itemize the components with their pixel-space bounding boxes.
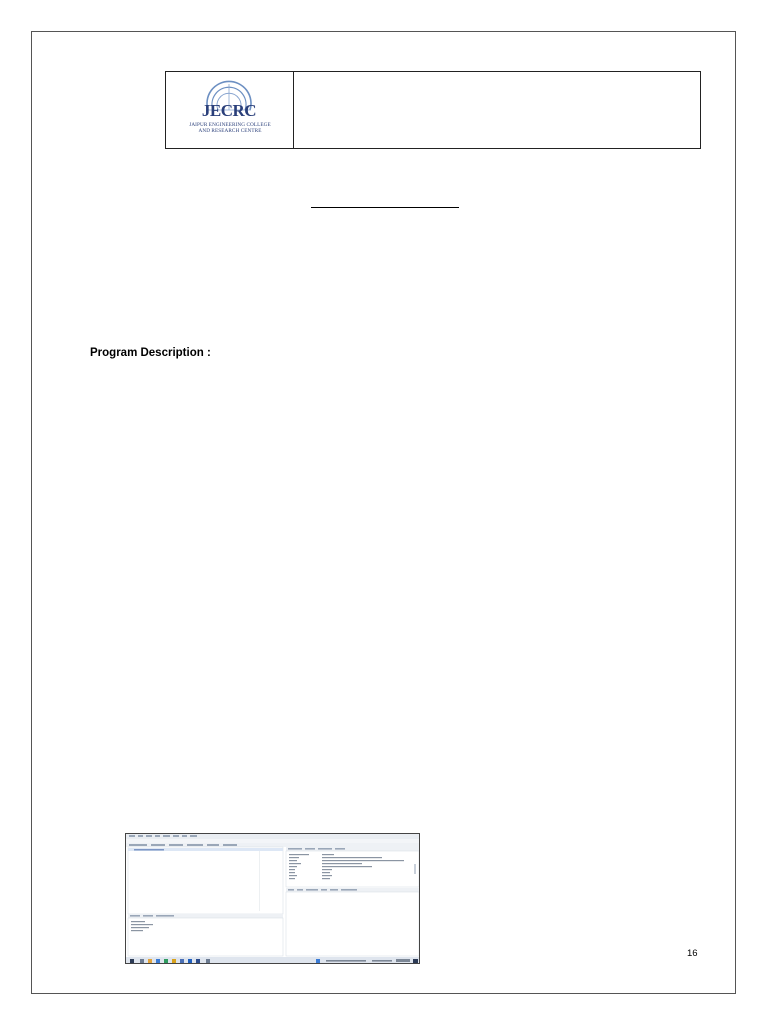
ide-screenshot-image: [125, 833, 420, 964]
program-description-heading: Program Description :: [90, 347, 211, 359]
jecrc-logo: [194, 80, 264, 124]
title-underline: [311, 207, 459, 208]
institution-name-line2: AND RESEARCH CENTRE: [198, 128, 262, 134]
ide-screenshot-drawing: [126, 834, 420, 964]
header-table: [165, 71, 701, 149]
header-title-cell: [294, 72, 700, 148]
page-number: 16: [687, 948, 698, 959]
institution-name-line1: JAIPUR ENGINEERING COLLEGE: [189, 122, 271, 128]
logo-wordmark: JECRC: [201, 101, 257, 120]
logo-cell: [166, 72, 294, 148]
